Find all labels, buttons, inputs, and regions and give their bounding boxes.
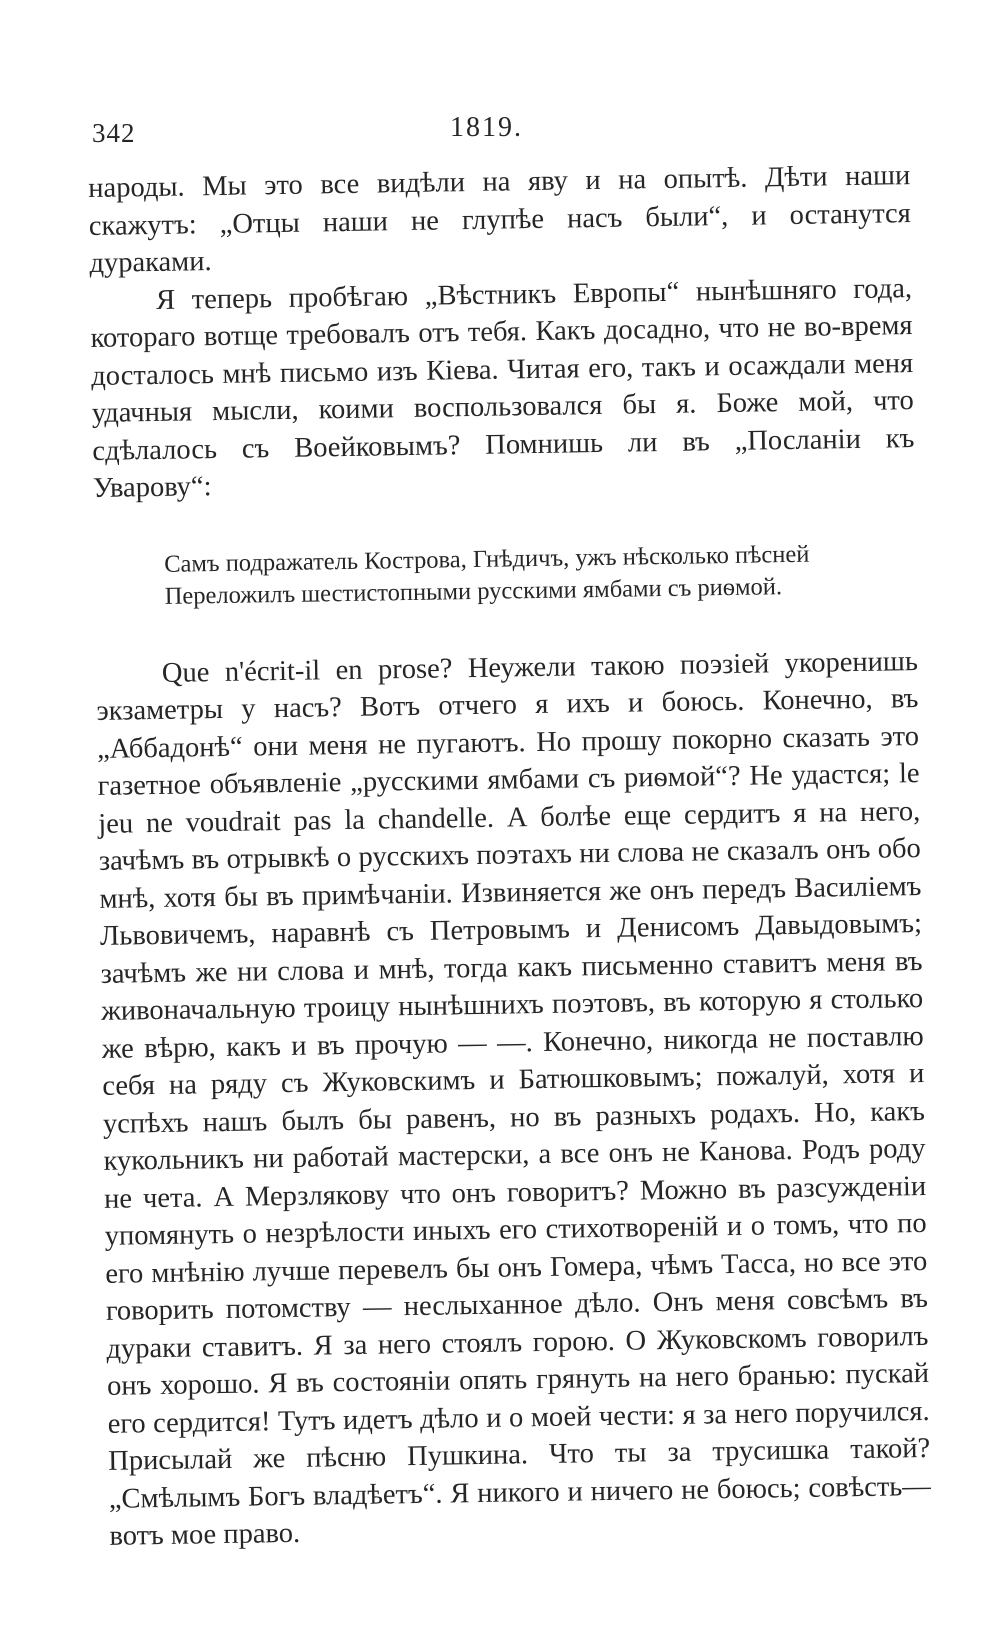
running-head-year: 1819. [450, 112, 523, 143]
paragraph-2: Я теперь пробѣгаю „Вѣстникъ Европы“ нынѣшняго года, котораго вотще требовалъ отъ тебя. Какъ досадно, что не во-время досталось мнѣ письмо изъ Кіева. Читая его, такъ и осаждали меня удачныя мысли, коими воспользовался бы я. Боже мой, что сдѣлалось съ Воейковымъ? Помнишь ли въ „Посланіи къ Уварову“: [90, 272, 915, 504]
verse-quote [164, 538, 855, 613]
verse-line-1: Самъ подражатель Кострова, Гнѣдичъ, ужъ нѣсколько пѣсней [163, 540, 810, 578]
paragraph-1: народы. Мы это все видѣли на яву и на опытѣ. Дѣти наши скажутъ: „Отцы наши не глупѣе насъ были“, и останутся дураками. [88, 160, 912, 279]
body-text [88, 157, 932, 1555]
page-header [90, 112, 910, 152]
paragraph-3: Que n'écrit-il en prose? Неужели такою поэзіей укоренишь экзаметры у насъ? Вотъ отчего я ихъ и боюсь. Конечно, въ „Аббадонѣ“ они меня не пугаютъ. Но прошу покорно сказать это газетное объявленіе „русскими ямбами съ риѳмой“? Не удастся; le jeu ne voudrait pas la chandelle. А болѣе еще сердитъ я на него, зачѣмъ въ отрывкѣ о русскихъ поэтахъ ни слова не сказалъ онъ обо мнѣ, хотя бы въ примѣчаніи. Извиняется же онъ передъ Василіемъ Львовичемъ, наравнѣ съ Петровымъ и Денисомъ Давыдовымъ; зачѣмъ же ни слова и мнѣ, тогда какъ письменно ставитъ меня въ живоначальную троицу нынѣшнихъ поэтовъ, въ которую я столько же вѣрю, какъ и въ прочую — —. Конечно, никогда не поставлю себя на ряду съ Жуковскимъ и Батюшковымъ; пожалуй, хотя и успѣхъ нашъ былъ бы равенъ, но въ разныхъ родахъ. Но, какъ кукольникъ ни работай мастерски, а все онъ не Канова. Родъ роду не чета. А Мерзлякову что онъ говоритъ? Можно въ разсужденіи упомянуть о незрѣлости иныхъ его стихотвореній и о томъ, что по его мнѣнію лучше перевелъ бы онъ Гомера, чѣмъ Тасса, но все это говорить потомству — неслыханное дѣло. Онъ меня совсѣмъ въ дураки ставитъ. Я за него стоялъ горою. О Жуковскомъ говорилъ онъ хорошо. Я въ состояніи опять грянуть на него бранью: пускай его сердится! Тутъ идетъ дѣло и о моей чести: я за него поручился. Присылай же пѣсню Пушкина. Что ты за трусишка такой? „Смѣлымъ Богъ владѣетъ“. Я никого и ничего не боюсь; совѣсть—вотъ мое право. [96, 645, 932, 1552]
verse-line-2: Переложилъ шестистопными русскими ямбами съ риѳмой. [164, 572, 783, 610]
page-number: 342 [92, 118, 136, 148]
